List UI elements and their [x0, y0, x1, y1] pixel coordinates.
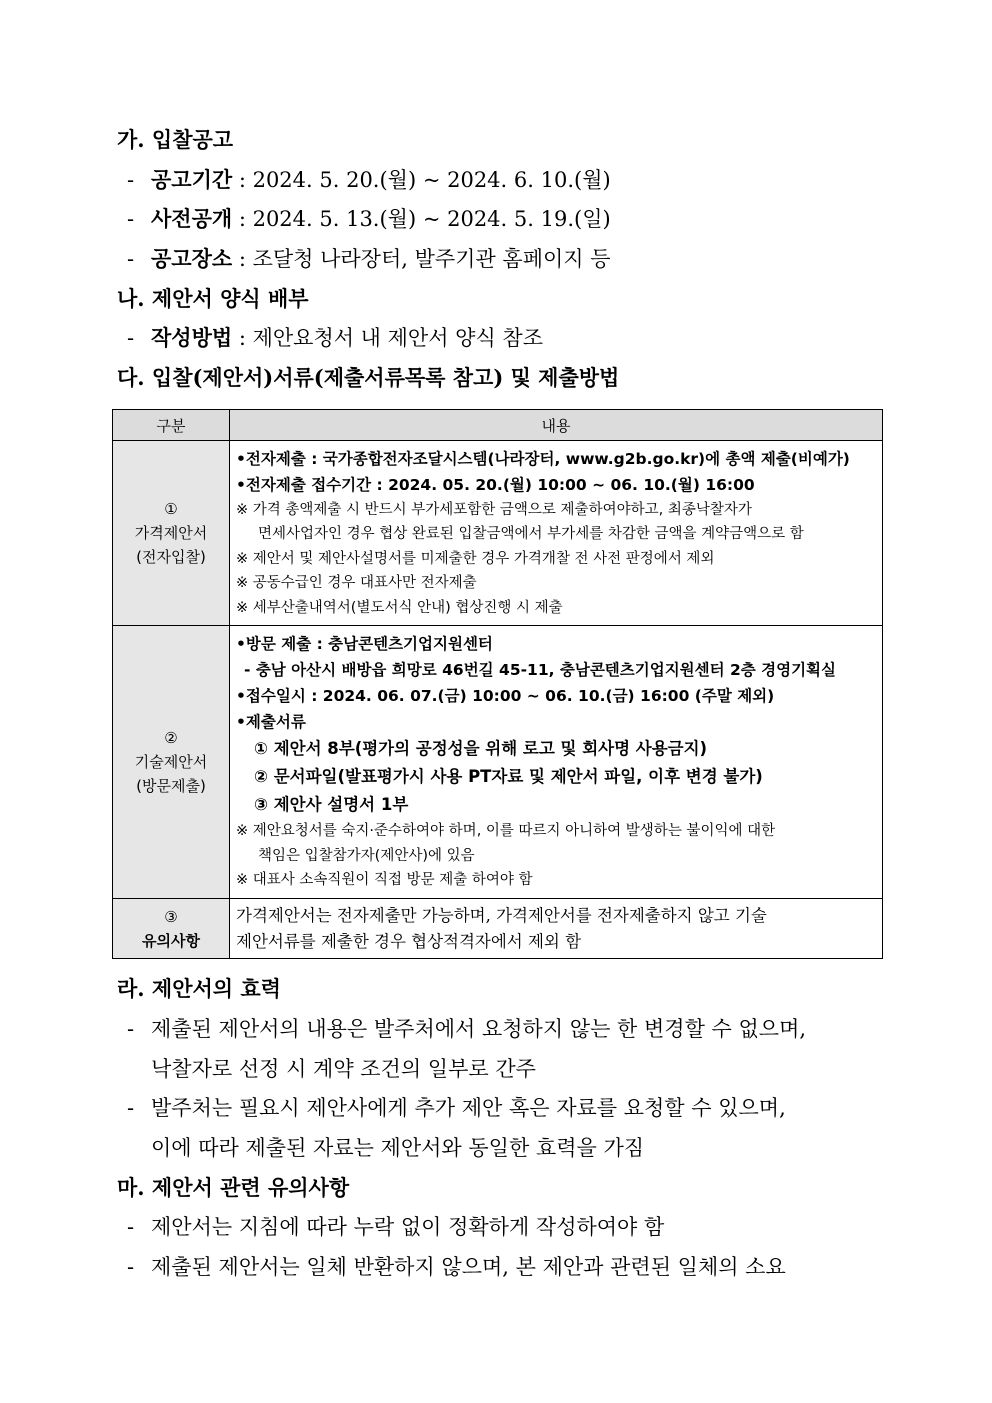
table-row-notes [113, 899, 883, 959]
table-line: •방문 제출 : 충남콘텐츠기업지원센터 [236, 635, 493, 654]
table-row-price-proposal [113, 441, 883, 626]
table-line: 책임은 입찰참가자(제안사)에 있음 [258, 847, 475, 864]
table-line: ※ 제안요청서를 숙지·준수하여야 하며, 이를 따르지 아니하여 발생하는 불이익에 대한 [236, 823, 776, 840]
pre-disclosure-item: - 사전공개 : 2024. 5. 13.(월) ~ 2024. 5. 19.(일) [127, 206, 611, 231]
table-line: ① 제안서 8부(평가의 공정성을 위해 로고 및 회사명 사용금지) [254, 739, 708, 759]
table-line: •제출서류 [236, 713, 306, 732]
category-cell: ② 기술제안서 (방문제출) [113, 626, 230, 899]
table-line: ※ 공동수급인 경우 대표사만 전자제출 [236, 575, 477, 592]
table-line: 가격제안서는 전자제출만 가능하며, 가격제안서를 전자제출하지 않고 기술 [236, 905, 767, 925]
section-heading-da: 다. 입찰(제안서)서류(제출서류목록 참고) 및 제출방법 [117, 365, 620, 390]
table-line: ※ 세부산출내역서(별도서식 안내) 협상진행 시 제출 [236, 599, 563, 616]
notice-location-item: - 공고장소 : 조달청 나라장터, 발주기관 홈페이지 등 [127, 246, 611, 271]
validity-item-2: - 발주처는 필요시 제안사에게 추가 제안 혹은 자료를 요청할 수 있으며, [127, 1096, 786, 1120]
writing-method-item: - 작성방법 : 제안요청서 내 제안서 양식 참조 [127, 325, 544, 350]
caution-item-1: - 제안서는 지침에 따라 누락 없이 정확하게 작성하여야 함 [127, 1215, 665, 1239]
table-header-row [113, 410, 883, 441]
validity-item-1: - 제출된 제안서의 내용은 발주처에서 요청하지 않는 한 변경할 수 없으며, [127, 1017, 807, 1041]
caution-item-2: - 제출된 제안서는 일체 반환하지 않으며, 본 제안과 관련된 일체의 소요 [127, 1255, 786, 1279]
content-cell [230, 899, 883, 959]
header-category: 구분 [113, 410, 230, 441]
validity-item-2-cont: 이에 따라 제출된 자료는 제안서와 동일한 효력을 가짐 [151, 1136, 645, 1160]
content-cell [230, 441, 883, 626]
table-line: •전자제출 접수기간 : 2024. 05. 20.(월) 10:00 ~ 06. 10.(월) 16:00 [236, 475, 755, 494]
content-cell [230, 626, 883, 899]
header-content: 내용 [230, 410, 883, 441]
category-cell: ① 가격제안서 (전자입찰) [113, 441, 230, 626]
table-row-tech-proposal [113, 626, 883, 899]
table-line: •전자제출 : 국가종합전자조달시스템(나라장터, www.g2b.go.kr)에 총액 제출(비예가) [236, 449, 850, 468]
notice-period-item: - 공고기간 : 2024. 5. 20.(월) ~ 2024. 6. 10.(월) [127, 167, 611, 192]
category-cell: ③ 유의사항 [113, 899, 230, 959]
table-line: ② 문서파일(발표평가시 사용 PT자료 및 제안서 파일, 이후 변경 불가) [254, 767, 763, 787]
table-line: 제안서류를 제출한 경우 협상적격자에서 제외 함 [236, 931, 582, 951]
table-line: - 충남 아산시 배방읍 희망로 46번길 45-11, 충남콘텐츠기업지원센터 2층 경영기획실 [244, 661, 837, 680]
section-heading-na: 나. 제안서 양식 배부 [117, 286, 309, 311]
section-heading-ma: 마. 제안서 관련 유의사항 [117, 1175, 350, 1200]
table-line: ※ 제안서 및 제안사설명서를 미제출한 경우 가격개찰 전 사전 판정에서 제외 [236, 550, 715, 567]
submission-table [112, 409, 883, 959]
table-line: ※ 대표사 소속직원이 직접 방문 제출 하여야 함 [236, 872, 533, 889]
table-line: •접수일시 : 2024. 06. 07.(금) 10:00 ~ 06. 10.(금) 16:00 (주말 제외) [236, 687, 775, 706]
validity-item-1-cont: 낙찰자로 선정 시 계약 조건의 일부로 간주 [151, 1057, 536, 1081]
section-heading-ra: 라. 제안서의 효력 [117, 976, 281, 1001]
table-line: ③ 제안사 설명서 1부 [254, 795, 409, 815]
section-heading-ga: 가. 입찰공고 [117, 127, 234, 152]
table-line: ※ 가격 총액제출 시 반드시 부가세포함한 금액으로 제출하여야하고, 최종낙찰자가 [236, 501, 752, 518]
table-line: 면세사업자인 경우 협상 완료된 입찰금액에서 부가세를 차감한 금액을 계약금액으로 함 [258, 526, 804, 543]
